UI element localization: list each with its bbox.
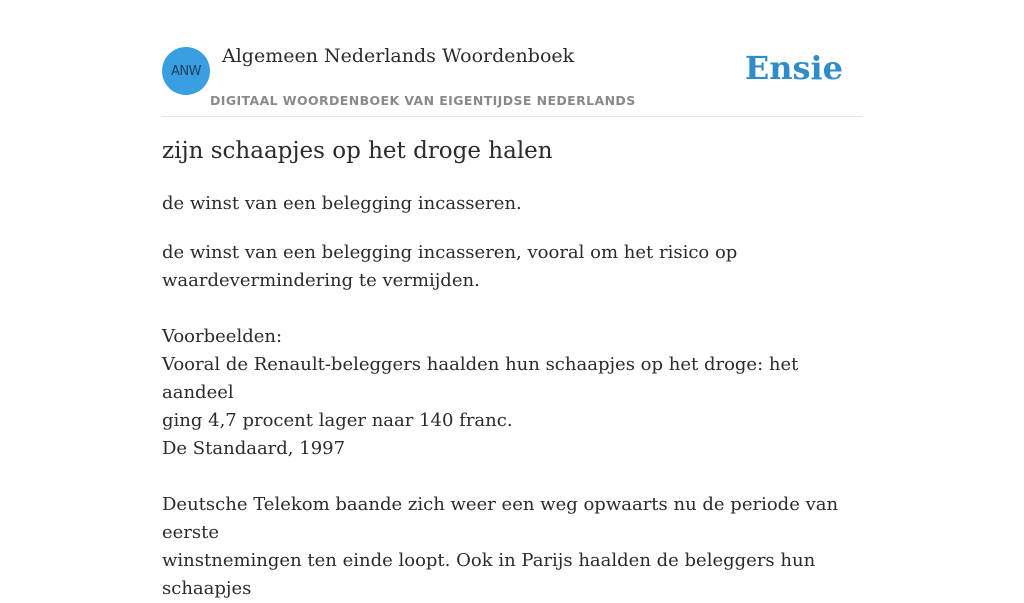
spacer <box>162 295 862 323</box>
example-text: winstnemingen ten einde loopt. Ook in Parijs haalden de beleggers hun schaapjes <box>162 550 816 599</box>
example-source: De Standaard, 1997 <box>162 438 346 459</box>
site-title[interactable]: Algemeen Nederlands Woordenboek <box>222 45 575 67</box>
ensie-brand-logo[interactable]: Ensie <box>744 49 843 87</box>
short-definition: de winst van een belegging incasseren. <box>162 193 522 214</box>
example-text: Deutsche Telekom baande zich weer een weg opwaarts nu de periode van eerste <box>162 494 839 543</box>
page-container <box>162 0 862 599</box>
logo-text: ANW <box>171 63 201 79</box>
examples-heading: Voorbeelden: <box>162 326 283 347</box>
example-text: Vooral de Renault-beleggers haalden hun schaapjes op het droge: het aandeel <box>162 354 799 403</box>
long-definition-line: de winst van een belegging incasseren, vooral om het risico op <box>162 242 738 263</box>
anw-logo[interactable] <box>162 47 210 95</box>
spacer <box>162 463 862 491</box>
entry-body <box>162 239 862 603</box>
site-header <box>162 0 862 117</box>
example-text: ging 4,7 procent lager naar 140 franc. <box>162 410 513 431</box>
site-subtitle: DIGITAAL WOORDENBOEK VAN EIGENTIJDSE NEDERLANDS <box>210 93 636 108</box>
entry-term: zijn schaapjes op het droge halen <box>162 138 553 164</box>
long-definition-line: waardevermindering te vermijden. <box>162 270 480 291</box>
